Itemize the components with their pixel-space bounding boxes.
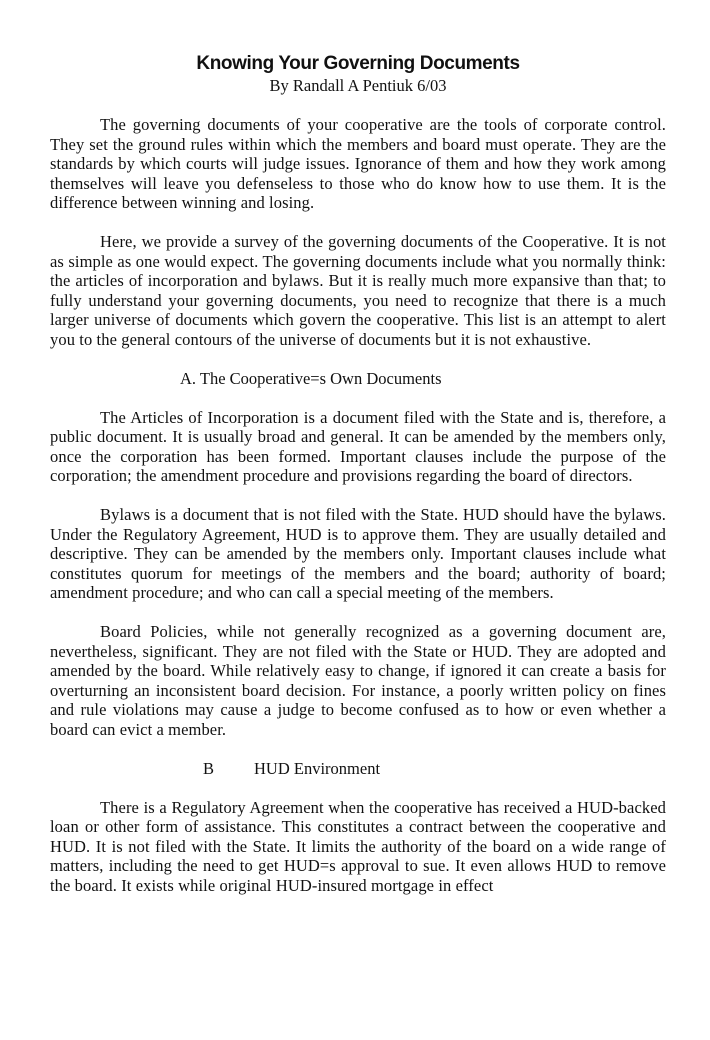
intro-paragraph-1: The governing documents of your cooperative are the tools of corporate control. They set the ground rules within which the members and board must operate. They are the standards by which courts will judge issues. Ignorance of them and how they work among themselves will leave you defenseless to those who do know how to use them. It is the difference between winning and losing.	[50, 115, 666, 212]
regulatory-agreement-paragraph: There is a Regulatory Agreement when the cooperative has received a HUD-backed loan or other form of assistance. This constitutes a contract between the cooperative and HUD. It is not filed with the State. It limits the authority of the board on a wide range of matters, including the need to get HUD=s approval to sue. It even allows HUD to remove the board. It exists while original HUD-insured mortgage in effect	[50, 797, 666, 895]
section-a-heading: A. The Cooperative=s Own Documents	[180, 368, 442, 388]
section-b-title: HUD Environment	[254, 758, 381, 778]
bylaws-paragraph: Bylaws is a document that is not filed with the State. HUD should have the bylaws. Under the Regulatory Agreement, HUD is to approve them. They are usually detailed and descriptive. They can be amended by the members only. Important clauses include what constitutes quorum for meetings of the members and the board; authority of board; amendment procedure; and who can call a special meeting of the members.	[50, 505, 666, 602]
document-page	[50, 52, 666, 915]
document-byline: By Randall A Pentiuk 6/03	[269, 76, 447, 95]
document-title: Knowing Your Governing Documents	[196, 53, 520, 74]
section-b-heading	[50, 759, 666, 779]
intro-paragraph-2: Here, we provide a survey of the governing documents of the Cooperative. It is not as simple as one would expect. The governing documents include what you normally think: the articles of incorporation and bylaws. But it is really much more expansive than that; to fully understand your governing documents, you need to recognize that there is a much larger universe of documents which govern the cooperative. This list is an attempt to alert you to the general contours of the universe of documents but it is not exhaustive.	[50, 232, 666, 349]
section-b-letter: B	[203, 758, 215, 778]
board-policies-paragraph: Board Policies, while not generally recognized as a governing document are, nevertheless, significant. They are not filed with the State or HUD. They are adopted and amended by the board. While relatively easy to change, if ignored it can create a basis for overturning an inconsistent board decision. For instance, a poorly written policy on fines and rule violations may cause a judge to become confused as to how or even whether a board can evict a member.	[50, 622, 666, 739]
articles-of-incorporation-paragraph: The Articles of Incorporation is a document filed with the State and is, therefore, a public document. It is usually broad and general. It can be amended by the members only, once the corporation has been formed. Important clauses include the purpose of the corporation; the amendment procedure and provisions regarding the board of directors.	[50, 407, 666, 485]
